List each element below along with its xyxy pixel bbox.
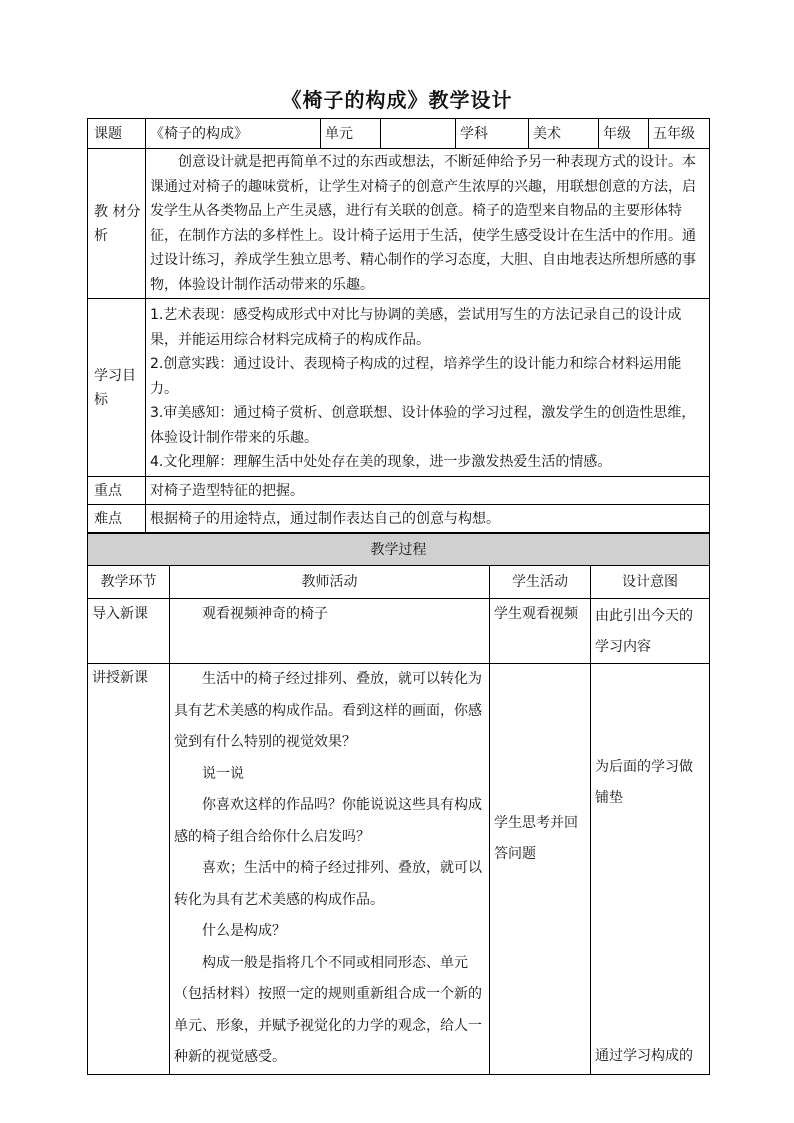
difficulty-text: 根据椅子的用途特点，通过制作表达自己的创意与构想。 bbox=[146, 505, 710, 533]
teacher-line: 构成一般是指将几个不同或相同形态、单元（包括材料）按照一定的规则重新组合成一个新的单元、形象，并赋予视觉化的力学的观念，给人一种新的视觉感受。 bbox=[174, 954, 482, 1065]
grade-label: 年级 bbox=[599, 119, 649, 149]
stage-cell: 讲授新课 bbox=[88, 664, 170, 1075]
key-point-text: 对椅子造型特征的把握。 bbox=[146, 477, 710, 505]
intent-cell: 由此引出今天的学习内容 bbox=[591, 599, 710, 664]
analysis-label bbox=[88, 149, 146, 299]
column-student: 学生活动 bbox=[490, 566, 591, 599]
process-table bbox=[87, 533, 710, 1075]
difficulty-label: 难点 bbox=[88, 505, 146, 533]
header-row bbox=[88, 119, 710, 149]
table-row bbox=[88, 599, 710, 664]
column-stage: 教学环节 bbox=[88, 566, 170, 599]
column-intent: 设计意图 bbox=[591, 566, 710, 599]
process-header-row bbox=[88, 534, 710, 566]
teacher-cell bbox=[170, 664, 490, 1075]
teacher-line: 观看视频神奇的椅子 bbox=[202, 606, 328, 622]
column-teacher: 教师活动 bbox=[170, 566, 490, 599]
intent-text: 为后面的学习做铺垫 bbox=[595, 759, 693, 806]
subject-value: 美术 bbox=[529, 119, 599, 149]
analysis-text: 创意设计就是把再简单不过的东西或想法，不断延伸给予另一种表现方式的设计。本课通过对椅子的趣味赏析，让学生对椅子的创意产生浓厚的兴趣，用联想创意的方法，启发学生从各类物品上产生灵感，进行有关联的创意。椅子的造型来自物品的主要形体特征，在制作方法的多样性上。设计椅子运用于生活，使学生感受设计在生活中的作用。通过设计练习，养成学生独立思考、精心制作的学习态度，大胆、自由地表达所想所感的事物，体验设计制作活动带来的乐趣。 bbox=[146, 149, 710, 299]
table-row bbox=[88, 664, 710, 1075]
unit-value bbox=[381, 119, 456, 149]
topic-label: 课题 bbox=[88, 119, 146, 149]
teacher-line: 什么是构成？ bbox=[202, 923, 286, 939]
objectives-list bbox=[146, 299, 710, 477]
objectives-label: 学习目标 bbox=[88, 299, 146, 477]
objective-item: 3.审美感知：通过椅子赏析、创意联想、设计体验的学习过程，激发学生的创造性思维，体验设计制作带来的乐趣。 bbox=[150, 405, 696, 446]
teacher-line: 生活中的椅子经过排列、叠放，就可以转化为具有艺术美感的构成作品。看到这样的画面，你感觉到有什么特别的视觉效果？ bbox=[174, 671, 482, 750]
key-point-label: 重点 bbox=[88, 477, 146, 505]
unit-label: 单元 bbox=[321, 119, 381, 149]
grade-value: 五年级 bbox=[649, 119, 710, 149]
teacher-line: 喜欢；生活中的椅子经过排列、叠放，就可以转化为具有艺术美感的构成作品。 bbox=[174, 860, 482, 908]
intent-text-continued: 通过学习构成的 bbox=[595, 1047, 693, 1064]
analysis-row bbox=[88, 149, 710, 299]
key-point-row bbox=[88, 477, 710, 505]
analysis-label-text: 教 材分析 bbox=[94, 203, 141, 244]
intent-cell bbox=[591, 664, 710, 1075]
teacher-cell bbox=[170, 599, 490, 664]
student-cell: 学生思考并回答问题 bbox=[490, 664, 591, 1075]
info-table bbox=[87, 118, 710, 533]
difficulty-row bbox=[88, 505, 710, 533]
teacher-line: 你喜欢这样的作品吗？你能说说这些具有构成感的椅子组合给你什么启发吗？ bbox=[174, 797, 482, 845]
process-columns-row bbox=[88, 566, 710, 599]
student-cell: 学生观看视频 bbox=[490, 599, 591, 664]
objectives-row bbox=[88, 299, 710, 477]
topic-value: 《椅子的构成》 bbox=[146, 119, 321, 149]
process-header: 教学过程 bbox=[88, 534, 710, 566]
objective-item: 2.创意实践：通过设计、表现椅子构成的过程，培养学生的设计能力和综合材料运用能力。 bbox=[150, 356, 682, 397]
subject-label: 学科 bbox=[456, 119, 529, 149]
objective-item: 4.文化理解：理解生活中处处存在美的现象，进一步激发热爱生活的情感。 bbox=[150, 454, 612, 470]
document-title: 《椅子的构成》教学设计 bbox=[281, 88, 513, 112]
objective-item: 1.艺术表现：感受构成形式中对比与协调的美感，尝试用写生的方法记录自己的设计成果，并能运用综合材料完成椅子的构成作品。 bbox=[150, 307, 682, 348]
teacher-line: 说一说 bbox=[202, 765, 244, 782]
stage-cell: 导入新课 bbox=[88, 599, 170, 664]
